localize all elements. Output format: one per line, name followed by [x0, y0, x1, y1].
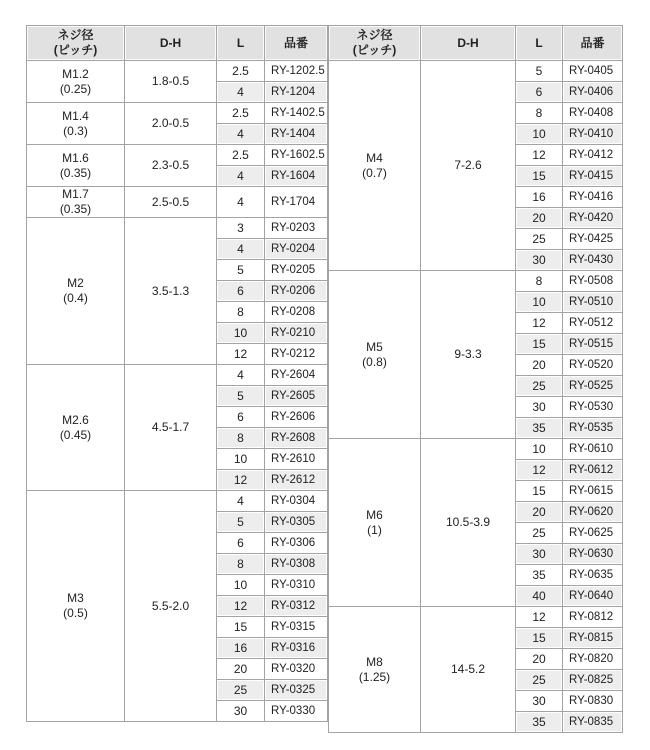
table-row: [27, 365, 328, 386]
header-screw-dia-line: (ピッチ): [53, 43, 98, 57]
part-number-cell: RY-0815: [563, 628, 623, 649]
length-cell: 15: [516, 166, 563, 187]
screw-pitch-value: (0.4): [63, 291, 88, 305]
screw-pitch-value: (0.45): [59, 427, 92, 442]
length-cell: 6: [516, 82, 563, 103]
part-number-cell: RY-0620: [563, 502, 623, 523]
table-row: [329, 607, 623, 628]
part-number-cell: RY-0835: [563, 712, 623, 733]
header-screw-dia-line: ネジ径: [356, 28, 393, 42]
part-number-cell: RY-0206: [265, 281, 328, 302]
screw-size-cell: [27, 491, 125, 722]
length-cell: 16: [516, 187, 563, 208]
spec-table-right: [328, 25, 623, 733]
part-number-cell: RY-1602.5: [265, 145, 328, 166]
length-cell: 10: [516, 292, 563, 313]
header-row: [329, 26, 623, 61]
screw-size-cell: [329, 607, 421, 733]
screw-size-value: M1.2: [62, 66, 89, 81]
part-number-cell: RY-0312: [265, 596, 328, 617]
screw-size-value: M5: [366, 339, 383, 354]
part-number-cell: RY-0510: [563, 292, 623, 313]
part-number-cell: RY-0530: [563, 397, 623, 418]
screw-size-value: M2: [67, 276, 84, 290]
length-cell: 30: [516, 250, 563, 271]
d-h-cell: 2.0-0.5: [125, 103, 217, 145]
screw-size-cell: [27, 61, 125, 103]
part-number-cell: RY-0305: [265, 512, 328, 533]
table-row: [27, 103, 328, 124]
length-cell: 8: [217, 428, 265, 449]
length-cell: 12: [217, 596, 265, 617]
length-cell: 2.5: [217, 103, 265, 124]
length-cell: 10: [516, 439, 563, 460]
length-cell: 12: [516, 313, 563, 334]
length-cell: 4: [217, 239, 265, 260]
part-number-cell: RY-0630: [563, 544, 623, 565]
table-row: [329, 439, 623, 460]
length-cell: 4: [217, 365, 265, 386]
part-number-cell: RY-0308: [265, 554, 328, 575]
part-number-cell: RY-2604: [265, 365, 328, 386]
length-cell: 2.5: [217, 145, 265, 166]
part-number-cell: RY-0430: [563, 250, 623, 271]
length-cell: 12: [516, 145, 563, 166]
screw-size-cell: [27, 145, 125, 187]
part-number-cell: RY-0205: [265, 260, 328, 281]
part-number-cell: RY-0420: [563, 208, 623, 229]
header-screw-dia: [329, 26, 421, 61]
screw-size-cell: [329, 439, 421, 607]
part-number-cell: RY-1404: [265, 124, 328, 145]
screw-size-value: M1.4: [62, 108, 89, 123]
part-number-cell: RY-0525: [563, 376, 623, 397]
length-cell: 5: [217, 512, 265, 533]
length-cell: 6: [217, 407, 265, 428]
part-number-cell: RY-1202.5: [265, 61, 328, 82]
d-h-cell: 2.5-0.5: [125, 187, 217, 218]
header-part-no: 品番: [563, 26, 623, 61]
screw-size-cell: [329, 61, 421, 271]
length-cell: 6: [217, 281, 265, 302]
d-h-cell: 10.5-3.9: [421, 439, 516, 607]
part-number-cell: RY-0320: [265, 659, 328, 680]
length-cell: 12: [217, 470, 265, 491]
header-screw-dia-line: (ピッチ): [352, 43, 397, 57]
d-h-cell: 2.3-0.5: [125, 145, 217, 187]
part-number-cell: RY-0508: [563, 271, 623, 292]
screw-pitch-value: (1.25): [358, 669, 391, 684]
length-cell: 3: [217, 218, 265, 239]
d-h-cell: 9-3.3: [421, 271, 516, 439]
screw-size-cell: [27, 187, 125, 218]
part-number-cell: RY-0405: [563, 61, 623, 82]
length-cell: 12: [516, 607, 563, 628]
part-number-cell: RY-0408: [563, 103, 623, 124]
part-number-cell: RY-0830: [563, 691, 623, 712]
spec-tables: [26, 25, 623, 733]
length-cell: 20: [516, 502, 563, 523]
length-cell: 8: [217, 302, 265, 323]
screw-size-cell: [27, 103, 125, 145]
part-number-cell: RY-2608: [265, 428, 328, 449]
length-cell: 5: [217, 386, 265, 407]
length-cell: 6: [217, 533, 265, 554]
length-cell: 20: [516, 208, 563, 229]
table-row: [329, 61, 623, 82]
part-number-cell: RY-0812: [563, 607, 623, 628]
length-cell: 2.5: [217, 61, 265, 82]
table-row: [27, 491, 328, 512]
part-number-cell: RY-0825: [563, 670, 623, 691]
table-row: [27, 61, 328, 82]
header-row: [27, 26, 328, 61]
part-number-cell: RY-0316: [265, 638, 328, 659]
length-cell: 15: [516, 334, 563, 355]
screw-pitch-value: (0.8): [362, 354, 387, 369]
part-number-cell: RY-0416: [563, 187, 623, 208]
length-cell: 25: [516, 523, 563, 544]
table-row: [27, 218, 328, 239]
part-number-cell: RY-0210: [265, 323, 328, 344]
part-number-cell: RY-1704: [265, 187, 328, 218]
part-number-cell: RY-0515: [563, 334, 623, 355]
part-number-cell: RY-0415: [563, 166, 623, 187]
screw-size-value: M1.6: [62, 150, 89, 165]
part-number-cell: RY-0412: [563, 145, 623, 166]
table-row: [27, 187, 328, 218]
part-number-cell: RY-0325: [265, 680, 328, 701]
screw-pitch-value: (0.25): [59, 81, 92, 96]
table-row: [27, 145, 328, 166]
length-cell: 20: [217, 659, 265, 680]
d-h-cell: 5.5-2.0: [125, 491, 217, 722]
screw-size-value: M2.6: [62, 412, 89, 427]
length-cell: 15: [516, 628, 563, 649]
part-number-cell: RY-0208: [265, 302, 328, 323]
length-cell: 4: [217, 82, 265, 103]
part-number-cell: RY-0520: [563, 355, 623, 376]
length-cell: 5: [516, 61, 563, 82]
length-cell: 12: [217, 344, 265, 365]
screw-size-value: M4: [366, 150, 383, 165]
part-number-cell: RY-2612: [265, 470, 328, 491]
part-number-cell: RY-0635: [563, 565, 623, 586]
header-screw-dia-line: ネジ径: [57, 28, 94, 42]
length-cell: 8: [516, 271, 563, 292]
length-cell: 30: [217, 701, 265, 722]
header-length: L: [516, 26, 563, 61]
length-cell: 10: [217, 323, 265, 344]
part-number-cell: RY-0212: [265, 344, 328, 365]
part-number-cell: RY-0203: [265, 218, 328, 239]
header-screw-dia: [27, 26, 125, 61]
part-number-cell: RY-0820: [563, 649, 623, 670]
screw-pitch-value: (0.35): [59, 165, 92, 180]
part-number-cell: RY-1204: [265, 82, 328, 103]
length-cell: 8: [516, 103, 563, 124]
header-part-no: 品番: [265, 26, 328, 61]
part-number-cell: RY-0306: [265, 533, 328, 554]
part-number-cell: RY-0512: [563, 313, 623, 334]
screw-size-value: M1.7: [62, 187, 89, 201]
part-number-cell: RY-1604: [265, 166, 328, 187]
part-number-cell: RY-0330: [265, 701, 328, 722]
length-cell: 30: [516, 397, 563, 418]
screw-pitch-value: (0.5): [63, 606, 88, 620]
screw-size-value: M3: [67, 591, 84, 605]
length-cell: 15: [217, 617, 265, 638]
length-cell: 4: [217, 124, 265, 145]
part-number-cell: RY-0625: [563, 523, 623, 544]
length-cell: 10: [516, 124, 563, 145]
screw-pitch-value: (0.7): [362, 165, 387, 180]
part-number-cell: RY-0640: [563, 586, 623, 607]
part-number-cell: RY-0610: [563, 439, 623, 460]
screw-size-value: M8: [366, 654, 383, 669]
length-cell: 30: [516, 544, 563, 565]
screw-size-cell: [27, 218, 125, 365]
length-cell: 40: [516, 586, 563, 607]
table-row: [329, 271, 623, 292]
length-cell: 4: [217, 491, 265, 512]
length-cell: 20: [516, 649, 563, 670]
part-number-cell: RY-0406: [563, 82, 623, 103]
header-d-h: D-H: [125, 26, 217, 61]
length-cell: 25: [516, 670, 563, 691]
part-number-cell: RY-0204: [265, 239, 328, 260]
d-h-cell: 14-5.2: [421, 607, 516, 733]
length-cell: 25: [516, 376, 563, 397]
d-h-cell: 4.5-1.7: [125, 365, 217, 491]
header-length: L: [217, 26, 265, 61]
part-number-cell: RY-0310: [265, 575, 328, 596]
spec-table-left: [26, 25, 328, 722]
screw-size-cell: [27, 365, 125, 491]
part-number-cell: RY-0535: [563, 418, 623, 439]
part-number-cell: RY-0410: [563, 124, 623, 145]
length-cell: 12: [516, 460, 563, 481]
length-cell: 8: [217, 554, 265, 575]
screw-pitch-value: (0.3): [63, 123, 88, 138]
length-cell: 5: [217, 260, 265, 281]
length-cell: 4: [217, 166, 265, 187]
length-cell: 15: [516, 481, 563, 502]
length-cell: 25: [217, 680, 265, 701]
part-number-cell: RY-0615: [563, 481, 623, 502]
part-number-cell: RY-1402.5: [265, 103, 328, 124]
part-number-cell: RY-0315: [265, 617, 328, 638]
length-cell: 20: [516, 355, 563, 376]
part-number-cell: RY-0425: [563, 229, 623, 250]
screw-size-cell: [329, 271, 421, 439]
length-cell: 10: [217, 449, 265, 470]
part-number-cell: RY-2606: [265, 407, 328, 428]
part-number-cell: RY-0612: [563, 460, 623, 481]
d-h-cell: 7-2.6: [421, 61, 516, 271]
part-number-cell: RY-0304: [265, 491, 328, 512]
d-h-cell: 1.8-0.5: [125, 61, 217, 103]
length-cell: 35: [516, 565, 563, 586]
part-number-cell: RY-2610: [265, 449, 328, 470]
screw-size-value: M6: [366, 507, 383, 522]
screw-pitch-value: (1): [367, 522, 382, 537]
screw-pitch-value: (0.35): [59, 202, 92, 216]
length-cell: 25: [516, 229, 563, 250]
length-cell: 35: [516, 712, 563, 733]
length-cell: 16: [217, 638, 265, 659]
d-h-cell: 3.5-1.3: [125, 218, 217, 365]
length-cell: 4: [217, 187, 265, 218]
length-cell: 35: [516, 418, 563, 439]
length-cell: 30: [516, 691, 563, 712]
header-d-h: D-H: [421, 26, 516, 61]
part-number-cell: RY-2605: [265, 386, 328, 407]
length-cell: 10: [217, 575, 265, 596]
